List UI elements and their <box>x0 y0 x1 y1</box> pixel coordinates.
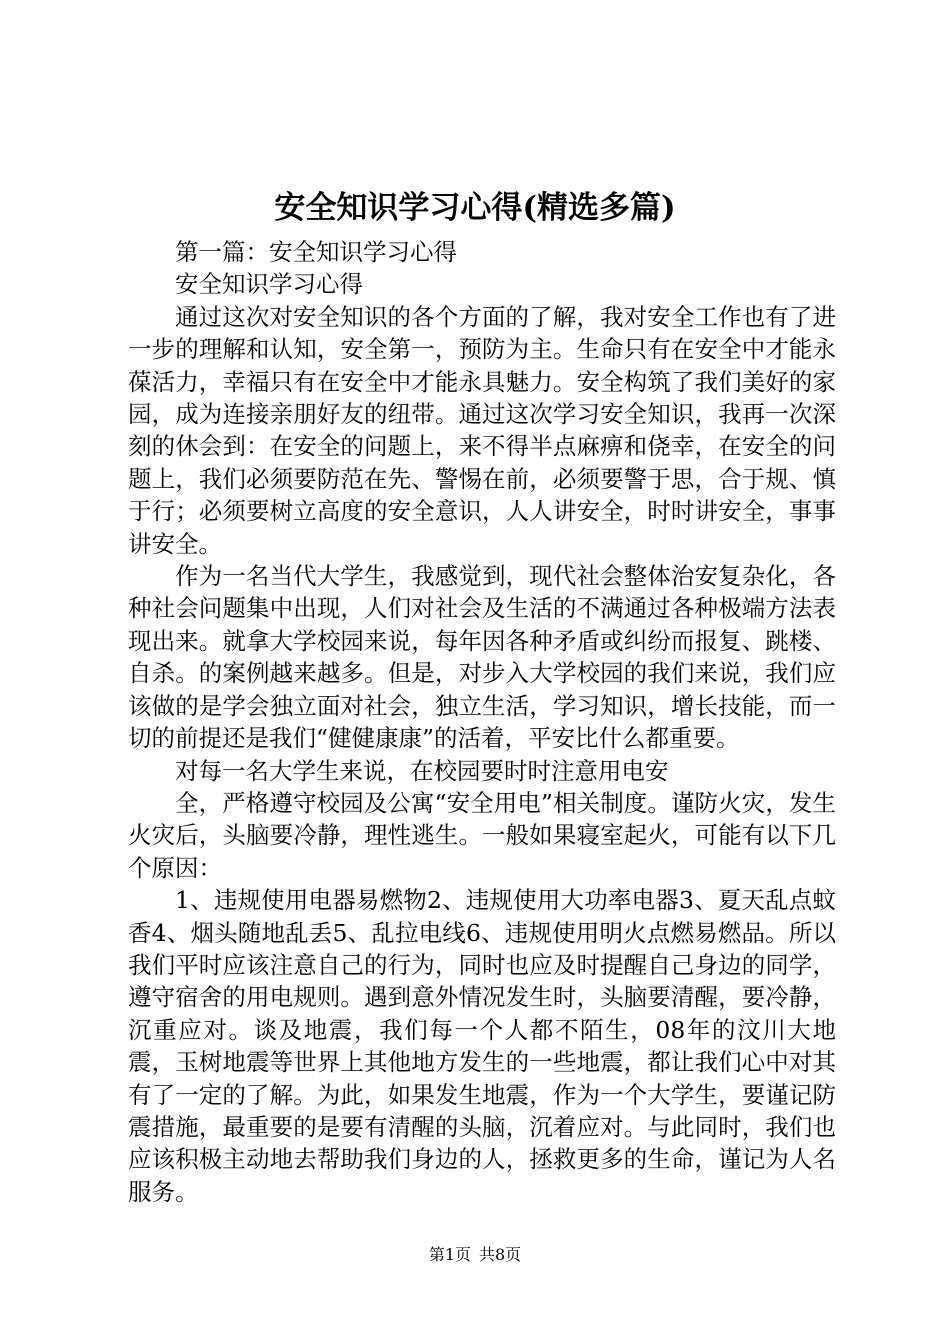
page-number: 第1页 <box>428 1245 471 1264</box>
document-title: 安全知识学习心得(精选多篇) <box>274 190 676 226</box>
subsection-heading: 安全知识学习心得 <box>175 270 363 299</box>
paragraph: 通过这次对安全知识的各个方面的了解，我对安全工作也有了进一步的理解和认知，安全第一，预防为主。生命只有在安全中才能永葆活力，幸福只有在安全中才能永具魅力。安全构筑了我们美好的家园，成为连接亲朋好友的纽带。通过这次学习安全知识，我再一次深刻的休会到：在安全的问题上，来不得半点麻痹和侥幸，在安全的问题上，我们必须要防范在先、警惕在前，必须要警于思，合于规、慎于行；必须要树立高度的安全意识，人人讲安全，时时讲安全，事事讲安全。 <box>128 302 836 558</box>
paragraph: 对每一名大学生来说，在校园要时时注意用电安 <box>175 756 669 785</box>
paragraph: 作为一名当代大学生，我感觉到，现代社会整体治安复杂化，各种社会问题集中出现，人们对社会及生活的不满通过各种极端方法表现出来。就拿大学校园来说，每年因各种矛盾或纠纷而报复、跳楼、自杀。的案例越来越多。但是，对步入大学校园的我们来说，我们应该做的是学会独立面对社会，独立生活，学习知识，增长技能，而一切的前提还是我们“健健康康”的活着，平安比什么都重要。 <box>128 562 836 753</box>
paragraph: 1、违规使用电器易燃物2、违规使用大功率电器3、夏天乱点蚊香4、烟头随地乱丢5、乱拉电线6、违规使用明火点燃易燃品。所以我们平时应该注意自己的行为，同时也应及时提醒自己身边的同学，遵守宿舍的用电规则。遇到意外情况发生时，头脑要清醒，要冷静，沉重应对。谈及地震，我们每一个人都不陌生，08年的汶川大地震，玉树地震等世界上其他地方发生的一些地震，都让我们心中对其有了一定的了解。为此，如果发生地震，作为一个大学生，要谨记防震措施，最重要的是要有清醒的头脑，沉着应对。与此同时，我们也应该积极主动地去帮助我们身边的人，拯救更多的生命，谨记为人名服务。 <box>128 886 836 1206</box>
page-total: 共8页 <box>479 1245 522 1264</box>
section-heading: 第一篇：安全知识学习心得 <box>175 238 457 266</box>
page-footer <box>0 1244 950 1266</box>
paragraph: 全，严格遵守校园及公寓“安全用电”相关制度。谨防火灾，发生火灾后，头脑要冷静，理性逃生。一般如果寝室起火，可能有以下几个原因： <box>128 788 836 882</box>
document-body <box>128 236 836 1208</box>
